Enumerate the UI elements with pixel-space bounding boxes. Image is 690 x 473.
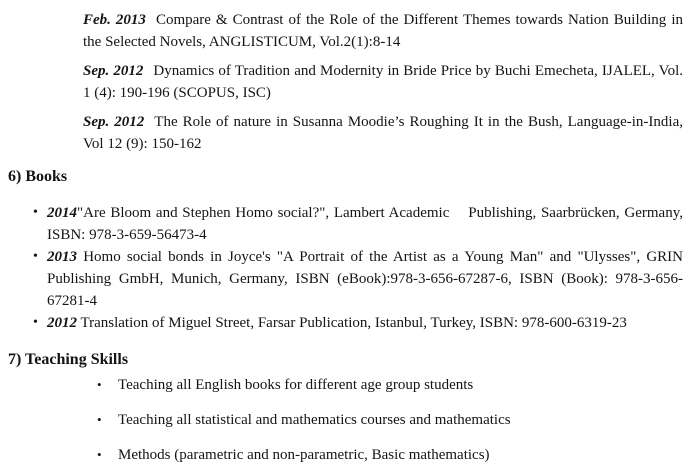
teaching-skills-heading: 7) Teaching Skills [8,351,129,368]
books-list [33,202,687,334]
journal-entry [83,111,683,155]
bullet-icon: • [33,315,38,330]
bullet-icon: • [97,377,102,392]
journal-entry [83,60,683,104]
entry-text: Compare & Contrast of the Role of the Different Themes towards Nation Building in the Selected Novels, ANGLISTICUM, Vol.2(1):8-14 [83,12,683,50]
bullet-icon: • [33,205,38,220]
book-text-block [47,312,683,334]
book-year: 2012 [47,315,77,331]
book-text-block [47,246,687,312]
book-item [33,202,687,246]
skill-item [97,444,683,466]
books-heading: 6) Books [8,168,68,185]
bullet-icon: • [33,249,38,264]
book-year: 2013 [47,249,77,265]
bullet-icon: • [97,447,102,462]
book-item [33,312,683,334]
entry-date: Sep. 2012 [83,114,145,130]
skill-item [97,374,683,396]
entry-text: The Role of nature in Susanna Moodie’s Roughing It in the Bush, Language-in-India, Vol 12 (9): 150-162 [83,114,683,152]
journal-entry [83,9,683,53]
publications-list [83,9,683,155]
skill-item [97,409,683,431]
entry-date: Sep. 2012 [83,63,144,79]
book-text: "Are Bloom and Stephen Homo social?", Lambert Academic Publishing, Saarbrücken, Germany, ISBN: 978-3-659-56473-4 [47,205,687,243]
skill-text: Teaching all statistical and mathematics courses and mathematics [118,412,511,428]
book-text: Homo social bonds in Joyce's "A Portrait of the Artist as a Young Man" and "Ulysses", GRIN Publishing GmbH, Munich, Germany, ISBN (eBook):978-3-656-67287-6, ISBN (Book): 978-3-656-67281-4 [47,249,687,309]
book-text-block [47,202,687,246]
book-year: 2014 [47,205,77,221]
skill-text: Methods (parametric and non-parametric, Basic mathematics) [118,447,490,463]
entry-date: Feb. 2013 [83,12,146,28]
teaching-skills-list [97,374,683,466]
bullet-icon: • [97,412,102,427]
book-text: Translation of Miguel Street, Farsar Publication, Istanbul, Turkey, ISBN: 978-600-6319-23 [77,315,627,331]
skill-text: Teaching all English books for different age group students [118,377,474,393]
book-item [33,246,687,312]
entry-text: Dynamics of Tradition and Modernity in Bride Price by Buchi Emecheta, IJALEL, Vol. 1 (4): 190-196 (SCOPUS, ISC) [83,63,683,101]
